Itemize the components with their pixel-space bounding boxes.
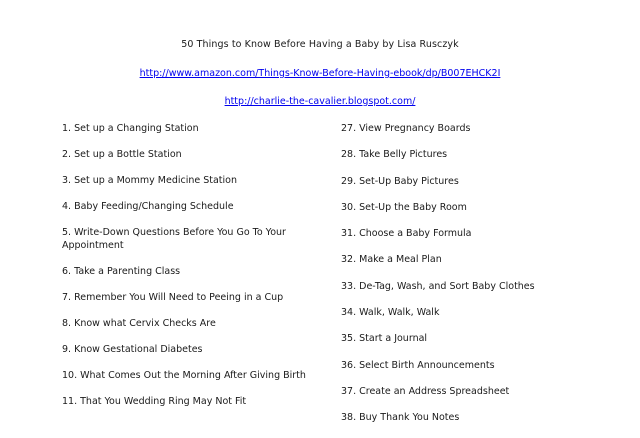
document-title: 50 Things to Know Before Having a Baby by Lisa Rusczyk [181, 39, 459, 50]
list-item: 1. Set up a Changing Station [62, 123, 199, 134]
list-item: 34. Walk, Walk, Walk [341, 307, 440, 319]
list-item: 33. De-Tag, Wash, and Sort Baby Clothes [341, 280, 535, 292]
list-item: 28. Take Belly Pictures [341, 149, 448, 161]
list-item: 29. Set-Up Baby Pictures [341, 175, 459, 187]
list-item: 31. Choose a Baby Formula [341, 228, 472, 240]
left-list [62, 122, 324, 421]
list-item: 2. Set up a Bottle Station [62, 149, 182, 160]
list-item: 35. Start a Journal [341, 333, 428, 345]
list-item: 11. That You Wedding Ring May Not Fit [62, 396, 247, 407]
list-item: 9. Know Gestational Diabetes [62, 344, 203, 355]
list-item: 8. Know what Cervix Checks Are [62, 318, 216, 329]
list-item: 5. Write-Down Questions Before You Go To Your Appointment [62, 227, 286, 251]
list-item: 10. What Comes Out the Morning After Giving Birth [62, 370, 306, 381]
list-item: 4. Baby Feeding/Changing Schedule [62, 201, 234, 212]
list-item: 36. Select Birth Announcements [341, 359, 495, 371]
list-item: 37. Create an Address Spreadsheet [341, 385, 510, 397]
list-item: 3. Set up a Mommy Medicine Station [62, 175, 238, 186]
list-item: 38. Buy Thank You Notes [341, 412, 460, 424]
list-item: 30. Set-Up the Baby Room [341, 201, 467, 213]
right-list [341, 122, 601, 438]
list-item: 6. Take a Parenting Class [62, 266, 181, 277]
list-item: 27. View Pregnancy Boards [341, 123, 471, 134]
blog-link[interactable]: http://charlie-the-cavalier.blogspot.com/ [224, 96, 416, 107]
list-item: 7. Remember You Will Need to Peeing in a Cup [62, 292, 284, 303]
list-item: 32. Make a Meal Plan [341, 254, 442, 266]
amazon-link[interactable]: http://www.amazon.com/Things-Know-Before-Having-ebook/dp/B007EHCK2I [139, 68, 501, 79]
